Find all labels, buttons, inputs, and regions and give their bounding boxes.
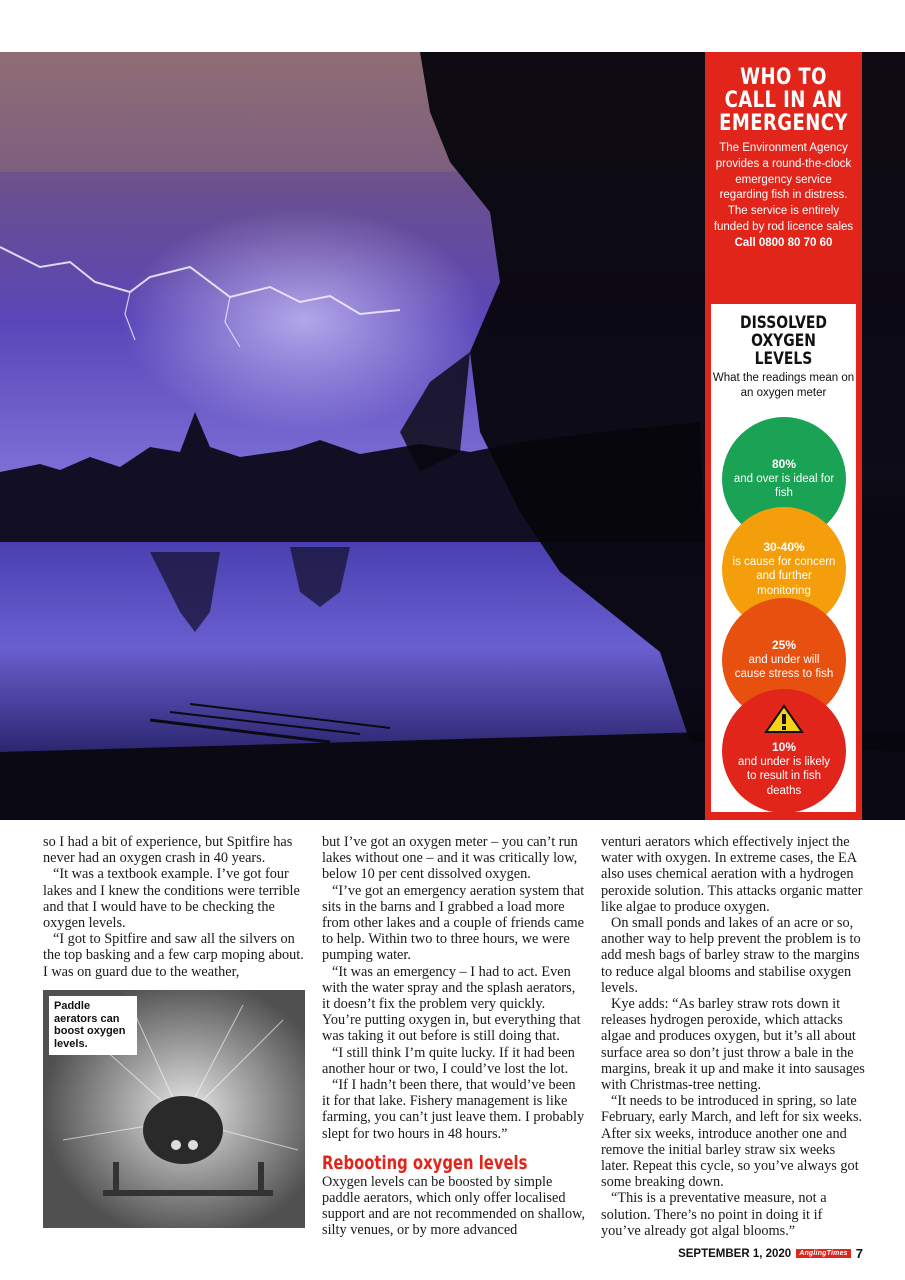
level-percent: 10% [771,740,797,754]
article-column-1 [43,834,305,980]
paragraph: “It was an emergency – I had to act. Even with the water spray and the splash aerators, it doesn’t fix the problem very quickly. You’re putting oxygen in, but everything that was taking it out before is still doing that. [322,963,581,1045]
oxygen-levels-subtitle: What the readings mean on an oxygen meter [712,372,855,399]
emergency-title-line: EMERGENCY [719,111,848,136]
photo-caption: Paddle aerators can boost oxygen levels. [49,996,137,1055]
sidebar-panel [705,52,862,820]
paragraph: “I’ve got an emergency aeration system that sits in the barns and I grabbed a load more from other lakes and a couple of friends came to help. Within two to three hours, we were pumping water. [322,882,585,964]
section-subhead: Rebooting oxygen levels [322,1151,528,1174]
paragraph: On small ponds and lakes of an acre or so, another way to help prevent the problem is to add mesh bags of barley straw to the margins to reduce algal blooms and stabilise oxygen levels. [601,915,861,996]
article-column-3 [601,834,865,1239]
page-footer [678,1246,863,1261]
emergency-body: The Environment Agency provides a round-the-clock emergency service regarding fish in distress. The service is entirely funded by rod licence sales [713,142,854,233]
level-text: and under will cause stress to fish [734,653,834,681]
emergency-box [705,66,862,252]
emergency-phone: Call 0800 80 70 60 [734,236,833,249]
paragraph: “I got to Spitfire and saw all the silvers on the top basking and a few carp moping about. I was on guard due to the weather, [43,931,304,980]
paragraph: “It was a textbook example. I’ve got four lakes and I knew the conditions were terrible and that I would have to be checking the oxygen levels. [43,866,300,932]
oxygen-title-line: OXYGEN LEVELS [751,331,816,369]
paragraph: Oxygen levels can be boosted by simple paddle aerators, which only offer localised support and are not recommended on shallow, silty venues, or by more advanced [322,1173,586,1239]
paragraph: “It needs to be introduced in spring, so late February, early March, and left for six weeks. After six weeks, introduce another one and remove the initial barley straw six weeks later. Repeat this cycle, so you’ve always got some breaking down. [601,1093,863,1191]
emergency-title-line: CALL IN AN [724,88,843,113]
level-text: and over is ideal for fish [733,472,835,500]
level-percent: 30-40% [763,540,805,554]
paragraph: venturi aerators which effectively inject the water with oxygen. In extreme cases, the EA also uses chemical aeration with a hydrogen peroxide solution. This attacks organic matter like algae to produce oxygen. [601,834,863,915]
paragraph: “If I hadn’t been there, that would’ve been it for that lake. Fishery management is like farming, you can’t just leave them. I probably slept for two hours in 48 hours.” [322,1077,585,1142]
oxygen-levels-box [711,304,856,812]
paragraph: Kye adds: “As barley straw rots down it releases hydrogen peroxide, which attacks algae and produces oxygen, but it’s all about surface area so don’t just throw a bale in the margins, break it up and make it into sausages with Christmas-tree netting. [601,996,865,1094]
oxygen-title-line: DISSOLVED [740,313,827,333]
oxygen-levels-title [724,314,843,368]
page-number: 7 [855,1246,863,1261]
paragraph: “This is a preventative measure, not a solution. There’s no point in doing it if you’ve already got algal blooms.” [601,1190,827,1239]
aerator-photo [43,990,305,1228]
paragraph: so I had a bit of experience, but Spitfire has never had an oxygen crash in 40 years. [43,834,293,867]
warning-icon [764,704,804,734]
level-percent: 25% [771,638,797,653]
magazine-logo: AnglingTimes [796,1249,851,1258]
emergency-title [719,66,848,135]
level-percent: 80% [771,457,797,472]
level-text: is cause for concern and further monitoring [732,555,836,597]
article-column-2 [322,834,586,1239]
emergency-title-line: WHO TO [740,65,827,90]
paragraph: but I’ve got an oxygen meter – you can’t run lakes without one – and it was critically low, below 10 per cent dissolved oxygen. [322,834,578,883]
paragraph: “I still think I’m quite lucky. If it had been another hour or two, I could’ve lost the lot. [322,1044,575,1077]
level-text: and under is likely to result in fish deaths [737,755,831,797]
oxygen-level-circle [722,689,846,813]
issue-date: SEPTEMBER 1, 2020 [678,1247,792,1260]
